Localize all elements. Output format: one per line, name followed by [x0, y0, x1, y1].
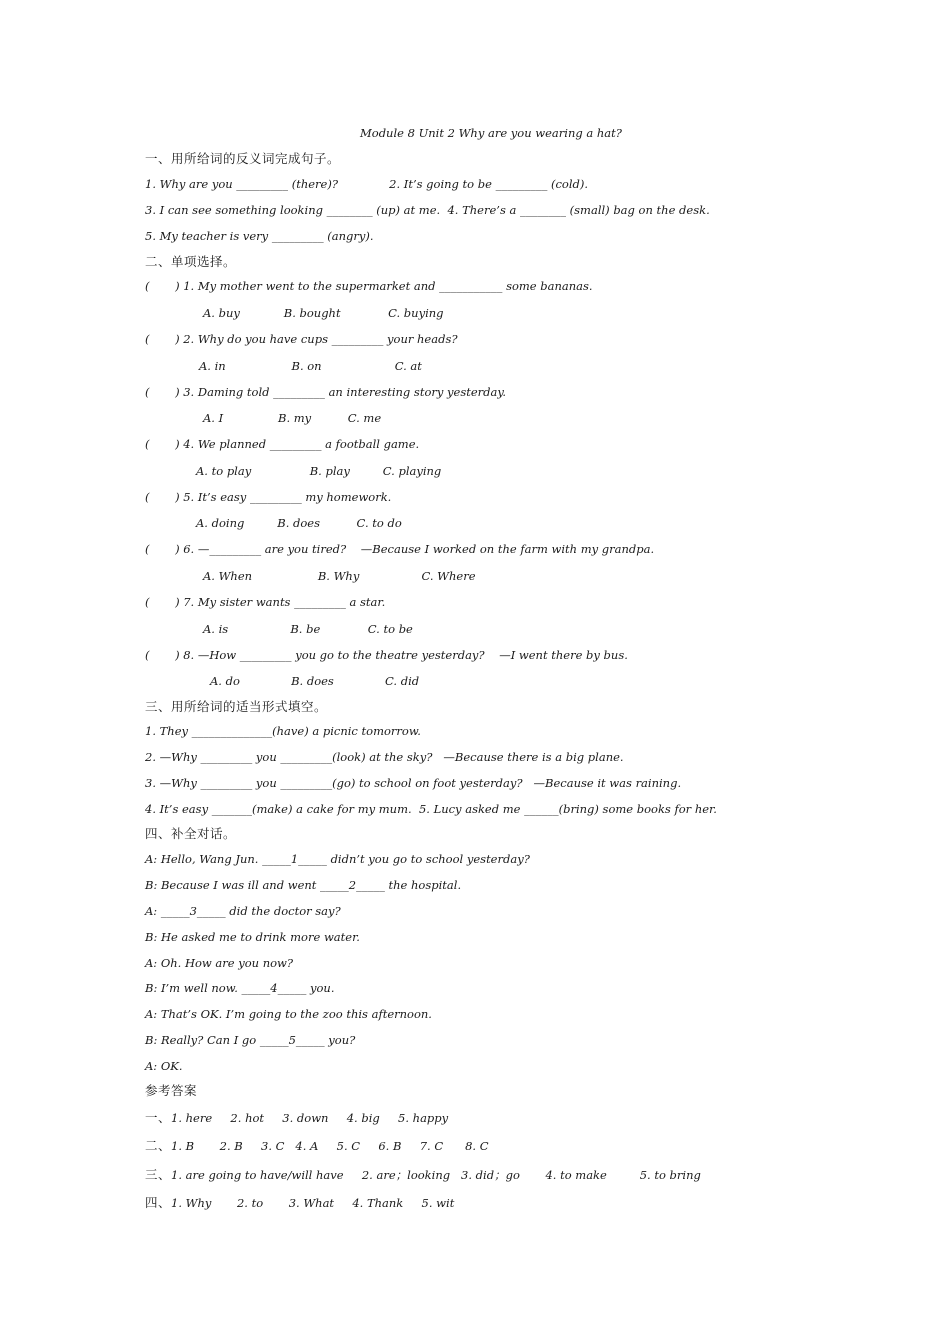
- answers-row-3: [145, 1167, 701, 1183]
- question-5: ( ) 5. It’s easy _________ my homework.: [145, 490, 392, 504]
- answers-row-3-text: 1. are going to have/will have 2. are；looking 3. did；go 4. to make 5. to bring: [171, 1168, 701, 1182]
- section3-line-1: 1. They ______________(have) a picnic tomorrow.: [145, 724, 421, 738]
- question-3: ( ) 3. Daming told _________ an interesting story yesterday.: [145, 385, 506, 399]
- question-4-options: A. to play B. play C. playing: [196, 464, 442, 478]
- answers-row-1: [145, 1110, 448, 1126]
- answers-row-1-prefix: 一、: [145, 1110, 172, 1125]
- section1-heading: 一、用所给词的反义词完成句子。: [145, 151, 341, 166]
- question-1-options: A. buy B. bought C. buying: [203, 306, 444, 320]
- section1-line-3: 5. My teacher is very _________ (angry).: [145, 229, 374, 243]
- answers-row-2: [145, 1138, 489, 1154]
- dialogue-line-7: A: That’s OK. I’m going to the zoo this afternoon.: [145, 1007, 432, 1021]
- question-7-options: A. is B. be C. to be: [203, 622, 413, 636]
- answers-row-4: [145, 1195, 454, 1211]
- answers-row-4-prefix: 四、: [145, 1195, 172, 1210]
- answers-heading: 参考答案: [145, 1083, 198, 1098]
- section3-heading: 三、用所给词的适当形式填空。: [145, 699, 328, 714]
- answers-row-2-text: 1. B 2. B 3. C 4. A 5. C 6. B 7. C 8. C: [171, 1139, 489, 1153]
- question-4: ( ) 4. We planned _________ a football game.: [145, 437, 420, 451]
- dialogue-line-9: A: OK.: [145, 1059, 183, 1073]
- section3-line-3: 3. —Why _________ you _________(go) to school on foot yesterday? —Because it was raining.: [145, 776, 682, 790]
- section4-heading: 四、补全对话。: [145, 826, 237, 841]
- section1-line-2: 3. I can see something looking ________ (up) at me. 4. There’s a ________ (small) bag on the desk.: [145, 203, 710, 217]
- question-8-options: A. do B. does C. did: [210, 674, 420, 688]
- answers-row-3-prefix: 三、: [145, 1167, 172, 1182]
- answers-row-1-text: 1. here 2. hot 3. down 4. big 5. happy: [171, 1111, 449, 1125]
- answers-row-2-prefix: 二、: [145, 1138, 172, 1153]
- dialogue-line-2: B: Because I was ill and went _____2_____ the hospital.: [145, 878, 462, 892]
- dialogue-line-4: B: He asked me to drink more water.: [145, 930, 360, 944]
- question-8: ( ) 8. —How _________ you go to the theatre yesterday? —I went there by bus.: [145, 648, 628, 662]
- dialogue-line-3: A: _____3_____ did the doctor say?: [145, 904, 341, 918]
- dialogue-line-5: A: Oh. How are you now?: [145, 956, 294, 970]
- question-1: ( ) 1. My mother went to the supermarket and ___________ some bananas.: [145, 279, 593, 293]
- question-3-options: A. I B. my C. me: [203, 411, 382, 425]
- question-6: ( ) 6. —_________ are you tired? —Because I worked on the farm with my grandpa.: [145, 542, 655, 556]
- dialogue-line-8: B: Really? Can I go _____5_____ you?: [145, 1033, 356, 1047]
- dialogue-line-1: A: Hello, Wang Jun. _____1_____ didn’t you go to school yesterday?: [145, 852, 530, 866]
- section3-line-4: 4. It’s easy _______(make) a cake for my mum. 5. Lucy asked me ______(bring) some books for her.: [145, 802, 717, 816]
- section1-line-1: 1. Why are you _________ (there)? 2. It’s going to be _________ (cold).: [145, 177, 589, 191]
- question-2: ( ) 2. Why do you have cups _________ your heads?: [145, 332, 458, 346]
- question-2-options: A. in B. on C. at: [199, 359, 422, 373]
- section2-heading: 二、单项选择。: [145, 254, 237, 269]
- question-6-options: A. When B. Why C. Where: [203, 569, 476, 583]
- question-5-options: A. doing B. does C. to do: [196, 516, 402, 530]
- section3-line-2: 2. —Why _________ you _________(look) at the sky? —Because there is a big plane.: [145, 750, 624, 764]
- dialogue-line-6: B: I’m well now. _____4_____ you.: [145, 981, 335, 995]
- answers-row-4-text: 1. Why 2. to 3. What 4. Thank 5. wit: [171, 1196, 455, 1210]
- question-7: ( ) 7. My sister wants _________ a star.: [145, 595, 386, 609]
- page-title: Module 8 Unit 2 Why are you wearing a hat?: [360, 126, 622, 140]
